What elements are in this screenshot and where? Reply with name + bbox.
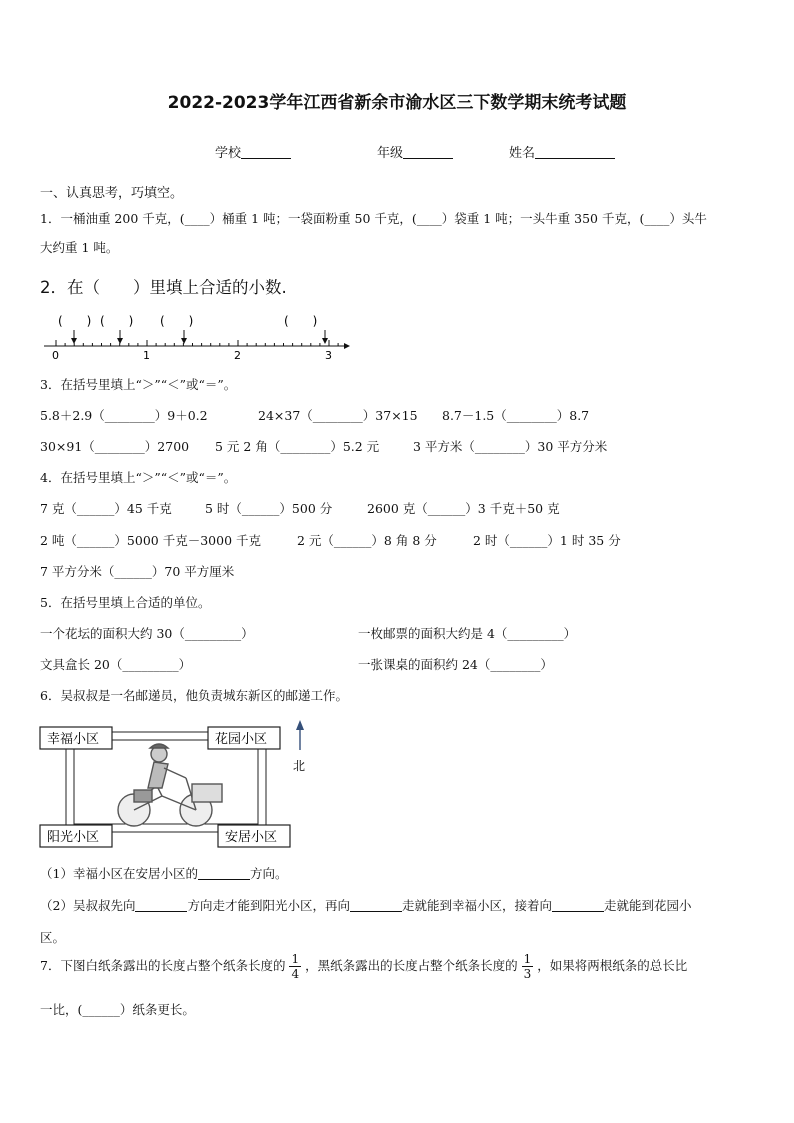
q3-text: 3．在括号里填上“＞”“＜”或“＝”。 <box>40 377 237 392</box>
q6-sub1-text: 方向。 <box>249 866 288 881</box>
q4-item[interactable]: 2 时（______）1 时 35 分 <box>473 533 621 548</box>
number-line <box>38 308 358 364</box>
q3-item[interactable]: 24×37（________）37×15 <box>258 408 418 423</box>
fraction-den: 3 <box>523 967 532 981</box>
q7-line2: 一比，(______）纸条更长。 <box>40 1002 195 1017</box>
q5-item[interactable]: 文具盒长 20（_________） <box>40 657 192 672</box>
q4-item[interactable]: 2600 克（______）3 千克＋50 克 <box>367 501 560 516</box>
q6-sub2-text: 方向走才能到阳光小区，再向 <box>187 898 350 913</box>
q7-text: 7．下图白纸条露出的长度占整个纸条长度的 <box>40 958 286 973</box>
q6-sub2-text: 走就能到花园小 <box>604 898 692 913</box>
north-label: 北 <box>293 759 306 773</box>
name-blank[interactable] <box>535 146 615 159</box>
q6-sub1 <box>40 864 287 882</box>
answer-blank[interactable] <box>350 899 402 912</box>
number-line-bracket: ( ) <box>58 314 92 328</box>
school-blank[interactable] <box>241 146 291 159</box>
q4-item[interactable]: 2 元（______）8 角 8 分 <box>297 533 437 548</box>
school-label: 学校 <box>215 146 242 161</box>
q1-line2: 大约重 1 吨。 <box>40 240 119 255</box>
tick-label: 1 <box>143 349 150 362</box>
grade-label: 年级 <box>377 146 404 161</box>
page-title: 2022-2023学年江西省新余市渝水区三下数学期末统考试题 <box>167 93 627 113</box>
q5-item[interactable]: 一枚邮票的面积大约是 4（_________） <box>358 626 577 641</box>
number-line-ticks <box>56 340 338 346</box>
q2-text: 2．在（ ）里填上合适的小数. <box>40 278 287 297</box>
tick-label: 2 <box>234 349 241 362</box>
q4-item[interactable]: 2 吨（______）5000 千克－3000 千克 <box>40 533 261 548</box>
school-field[interactable] <box>215 142 291 161</box>
label-huayuan: 花园小区 <box>215 732 268 747</box>
q4-text: 4．在括号里填上“＞”“＜”或“＝”。 <box>40 470 237 485</box>
q5-item[interactable]: 一个花坛的面积大约 30（_________） <box>40 626 254 641</box>
q4-item[interactable]: 5 时（______）500 分 <box>205 501 333 516</box>
q7-text: ，如果将两根纸条的总长比 <box>537 958 688 973</box>
name-label: 姓名 <box>509 146 536 161</box>
label-anju: 安居小区 <box>225 830 278 845</box>
number-line-arrowhead <box>344 343 350 349</box>
label-xingfu: 幸福小区 <box>47 732 100 747</box>
fraction-num: 1 <box>291 952 300 966</box>
q5-text: 5．在括号里填上合适的单位。 <box>40 595 211 610</box>
answer-blank[interactable] <box>552 899 604 912</box>
q7-line1 <box>40 952 687 981</box>
q6-text: 6．吴叔叔是一名邮递员，他负责城东新区的邮递工作。 <box>40 688 348 703</box>
q6-sub2-end: 区。 <box>40 930 66 945</box>
north-arrow-icon <box>296 720 304 750</box>
answer-blank[interactable] <box>135 899 187 912</box>
grade-field[interactable] <box>377 142 453 161</box>
q7-text: ，黑纸条露出的长度占整个纸条长度的 <box>305 958 518 973</box>
q3-item[interactable]: 3 平方米（________）30 平方分米 <box>413 439 608 454</box>
section-heading: 一、认真思考，巧填空。 <box>40 186 184 201</box>
number-line-bracket: ( ) <box>100 314 134 328</box>
q6-sub2-text: （2）吴叔叔先向 <box>40 898 136 913</box>
q3-item[interactable]: 5.8＋2.9（________）9＋0.2 <box>40 408 208 423</box>
grade-blank[interactable] <box>403 146 453 159</box>
answer-blank[interactable] <box>198 867 250 880</box>
district-map <box>36 718 326 853</box>
postman-bicycle-icon <box>118 744 222 826</box>
fraction-one-third <box>522 952 534 981</box>
q3-item[interactable]: 5 元 2 角（________）5.2 元 <box>215 439 380 454</box>
fraction-num: 1 <box>523 952 532 966</box>
fraction-one-quarter <box>289 952 301 981</box>
tick-label: 3 <box>325 349 332 362</box>
number-line-bracket: ( ) <box>160 314 194 328</box>
label-yangguang: 阳光小区 <box>47 830 100 845</box>
q3-item[interactable]: 30×91（________）2700 <box>40 439 190 454</box>
q3-item[interactable]: 8.7－1.5（________）8.7 <box>442 408 590 423</box>
q6-sub2-text: 走就能到幸福小区，接着向 <box>401 898 552 913</box>
number-line-arrowhead <box>181 338 187 344</box>
q4-item[interactable]: 7 克（______）45 千克 <box>40 501 172 516</box>
fraction-den: 4 <box>291 967 300 981</box>
q4-item[interactable]: 7 平方分米（______）70 平方厘米 <box>40 564 235 579</box>
number-line-bracket: ( ) <box>284 314 318 328</box>
q1-line1: 1．一桶油重 200 千克，(____）桶重 1 吨；一袋面粉重 50 千克，(____）袋重 1 吨；一头牛重 350 千克，(____）头牛 <box>40 211 707 226</box>
tick-label: 0 <box>52 349 59 362</box>
q6-sub2 <box>40 896 692 914</box>
number-line-arrowhead <box>322 338 328 344</box>
q6-sub1-text: （1）幸福小区在安居小区的 <box>40 866 198 881</box>
name-field[interactable] <box>509 142 615 161</box>
q5-item[interactable]: 一张课桌的面积约 24（________） <box>358 657 553 672</box>
